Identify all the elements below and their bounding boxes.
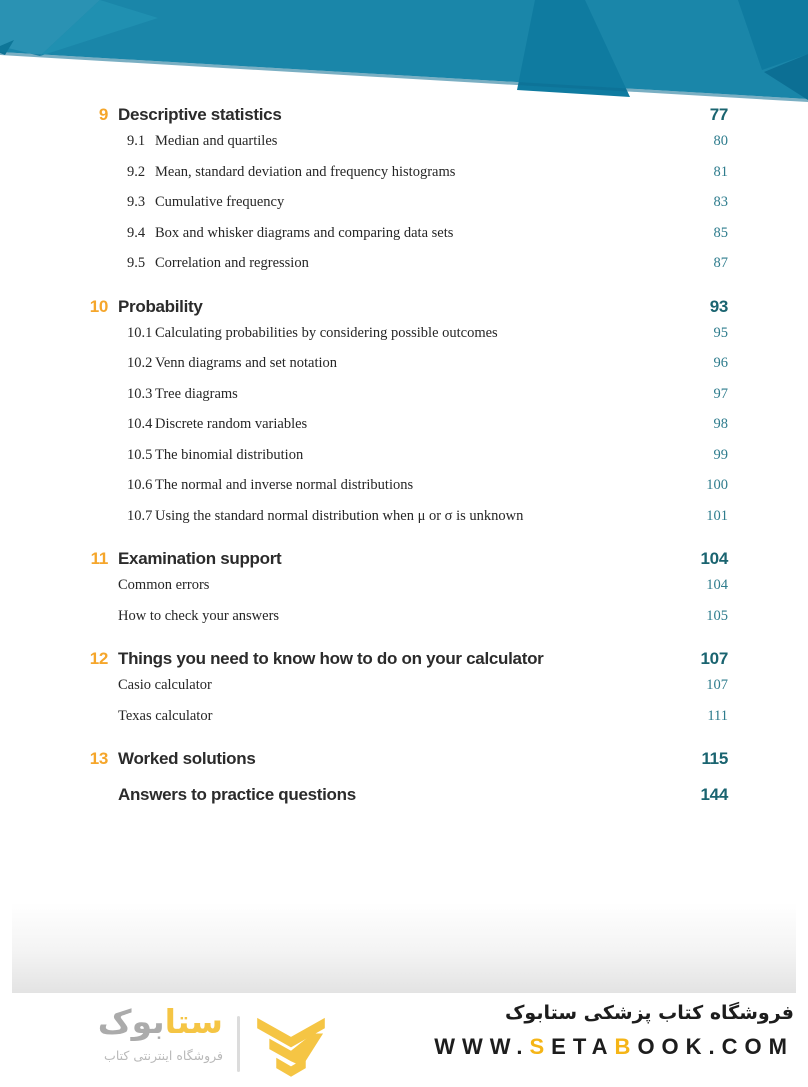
toc-entry-row xyxy=(88,126,728,157)
toc-entry-row xyxy=(88,409,728,440)
logo-divider xyxy=(237,1016,240,1072)
toc-entry-row xyxy=(88,318,728,349)
chapter-page-number: 104 xyxy=(700,549,728,568)
chapter-number: 9 xyxy=(98,105,108,124)
entry-page-number: 96 xyxy=(713,355,728,371)
toc-entry-row xyxy=(88,348,728,379)
entry-number: 9.5 xyxy=(127,255,146,271)
chapter-number: 11 xyxy=(90,549,108,568)
chapter-title: Answers to practice questions xyxy=(118,785,356,804)
toc-entry-row xyxy=(88,501,728,532)
entry-label: Box and whisker diagrams and comparing data sets xyxy=(155,224,454,241)
entry-page-number: 107 xyxy=(706,677,728,693)
chapter-heading-row xyxy=(88,783,728,807)
toc-chapter xyxy=(88,747,728,771)
toc-chapter xyxy=(88,783,728,807)
entry-number: 9.3 xyxy=(127,194,146,210)
chapter-heading-row xyxy=(88,547,728,571)
entry-label: Common errors xyxy=(118,577,210,593)
logo-wordmark-block xyxy=(55,1000,223,1066)
toc-entry-row xyxy=(88,379,728,410)
website-text: WWW. xyxy=(434,1034,530,1059)
entry-label: How to check your answers xyxy=(118,607,280,624)
chapter-title: Probability xyxy=(118,296,203,316)
entry-page-number: 105 xyxy=(706,607,728,624)
chapter-page-number: 107 xyxy=(700,649,728,668)
entry-page-number: 111 xyxy=(707,707,728,724)
toc-entry-row xyxy=(88,248,728,279)
chapter-title: Descriptive statistics xyxy=(118,105,282,124)
chapter-title: Examination support xyxy=(118,549,282,568)
entry-label: Tree diagrams xyxy=(155,385,238,402)
entry-label: Using the standard normal distribution when μ or σ is unknown xyxy=(155,507,524,524)
entry-page-number: 87 xyxy=(713,255,728,271)
toc-entry-row xyxy=(88,440,728,471)
entry-number: 10.2 xyxy=(127,355,153,371)
chapter-page-number: 144 xyxy=(700,785,728,804)
entry-label: Correlation and regression xyxy=(155,255,309,271)
table-of-contents xyxy=(88,103,728,806)
page-bottom-shadow xyxy=(12,903,796,993)
entry-page-number: 97 xyxy=(713,385,728,402)
toc-entry-row xyxy=(88,570,728,601)
chapter-heading-row xyxy=(88,103,728,127)
chapter-heading-row xyxy=(88,647,728,671)
chapter-page-number: 77 xyxy=(709,105,728,124)
entry-page-number: 95 xyxy=(713,324,728,341)
footer-store-info xyxy=(434,998,794,1060)
entry-page-number: 100 xyxy=(706,477,728,493)
entry-label: The normal and inverse normal distributions xyxy=(155,477,414,493)
entry-label: Discrete random variables xyxy=(155,416,308,432)
entry-number: 9.2 xyxy=(127,163,146,180)
entry-label: Texas calculator xyxy=(118,707,213,724)
entry-label: Median and quartiles xyxy=(155,133,278,149)
store-name: فروشگاه کتاب پزشکی ستابوک xyxy=(504,1002,794,1024)
website-gold-letter: S xyxy=(529,1034,552,1059)
entry-page-number: 99 xyxy=(713,446,728,463)
toc-chapter xyxy=(88,647,728,731)
entry-label: Casio calculator xyxy=(118,677,212,693)
website-text: OOK.COM xyxy=(637,1034,794,1059)
chapter-page-number: 115 xyxy=(701,749,728,768)
entry-label: Venn diagrams and set notation xyxy=(155,355,338,371)
publisher-logo xyxy=(55,1000,330,1087)
chapter-title: Worked solutions xyxy=(118,749,256,768)
chevron-logo-icon xyxy=(252,1004,330,1087)
entry-page-number: 101 xyxy=(706,507,728,524)
entry-page-number: 85 xyxy=(713,224,728,241)
toc-chapter xyxy=(88,547,728,631)
toc-entry-row xyxy=(88,701,728,732)
logo-wordmark-yellow: ستا xyxy=(164,1002,223,1041)
entry-page-number: 98 xyxy=(713,416,728,432)
banner-graphic xyxy=(0,0,808,110)
entry-page-number: 104 xyxy=(706,577,728,593)
entry-label: The binomial distribution xyxy=(155,446,304,463)
entry-label: Cumulative frequency xyxy=(155,194,285,210)
entry-number: 10.1 xyxy=(127,324,153,341)
chapter-number: 13 xyxy=(89,749,108,768)
chapter-heading-row xyxy=(88,295,728,319)
logo-wordmark-gray: بوک xyxy=(97,1002,165,1041)
toc-entry-row xyxy=(88,601,728,632)
entry-number: 10.6 xyxy=(127,477,153,493)
entry-number: 10.5 xyxy=(127,446,153,463)
chapter-title: Things you need to know how to do on your calculator xyxy=(118,649,544,668)
chapter-number: 10 xyxy=(89,296,108,316)
website-url xyxy=(434,1034,794,1060)
toc-entry-row xyxy=(88,187,728,218)
entry-page-number: 80 xyxy=(713,133,728,149)
entry-label: Calculating probabilities by considering possible outcomes xyxy=(155,324,498,341)
website-gold-letter: B xyxy=(614,1034,638,1059)
toc-entry-row xyxy=(88,470,728,501)
entry-number: 9.1 xyxy=(127,133,146,149)
entry-number: 9.4 xyxy=(127,224,146,241)
logo-tagline: فروشگاه اینترنتی کتاب xyxy=(104,1048,223,1063)
chapter-heading-row xyxy=(88,747,728,771)
toc-entry-row xyxy=(88,157,728,188)
website-text: ETA xyxy=(551,1034,615,1059)
toc-entry-row xyxy=(88,670,728,701)
chapter-number: 12 xyxy=(89,649,108,668)
entry-number: 10.7 xyxy=(127,507,153,524)
entry-number: 10.4 xyxy=(127,416,153,432)
entry-page-number: 81 xyxy=(713,163,728,180)
toc-entry-row xyxy=(88,218,728,249)
entry-label: Mean, standard deviation and frequency histograms xyxy=(155,163,456,180)
chapter-page-number: 93 xyxy=(709,296,728,316)
toc-chapter xyxy=(88,103,728,279)
entry-number: 10.3 xyxy=(127,385,153,402)
toc-chapter xyxy=(88,295,728,532)
logo-wordmark xyxy=(55,1000,223,1044)
header-banner xyxy=(0,0,808,110)
entry-page-number: 83 xyxy=(713,194,728,210)
